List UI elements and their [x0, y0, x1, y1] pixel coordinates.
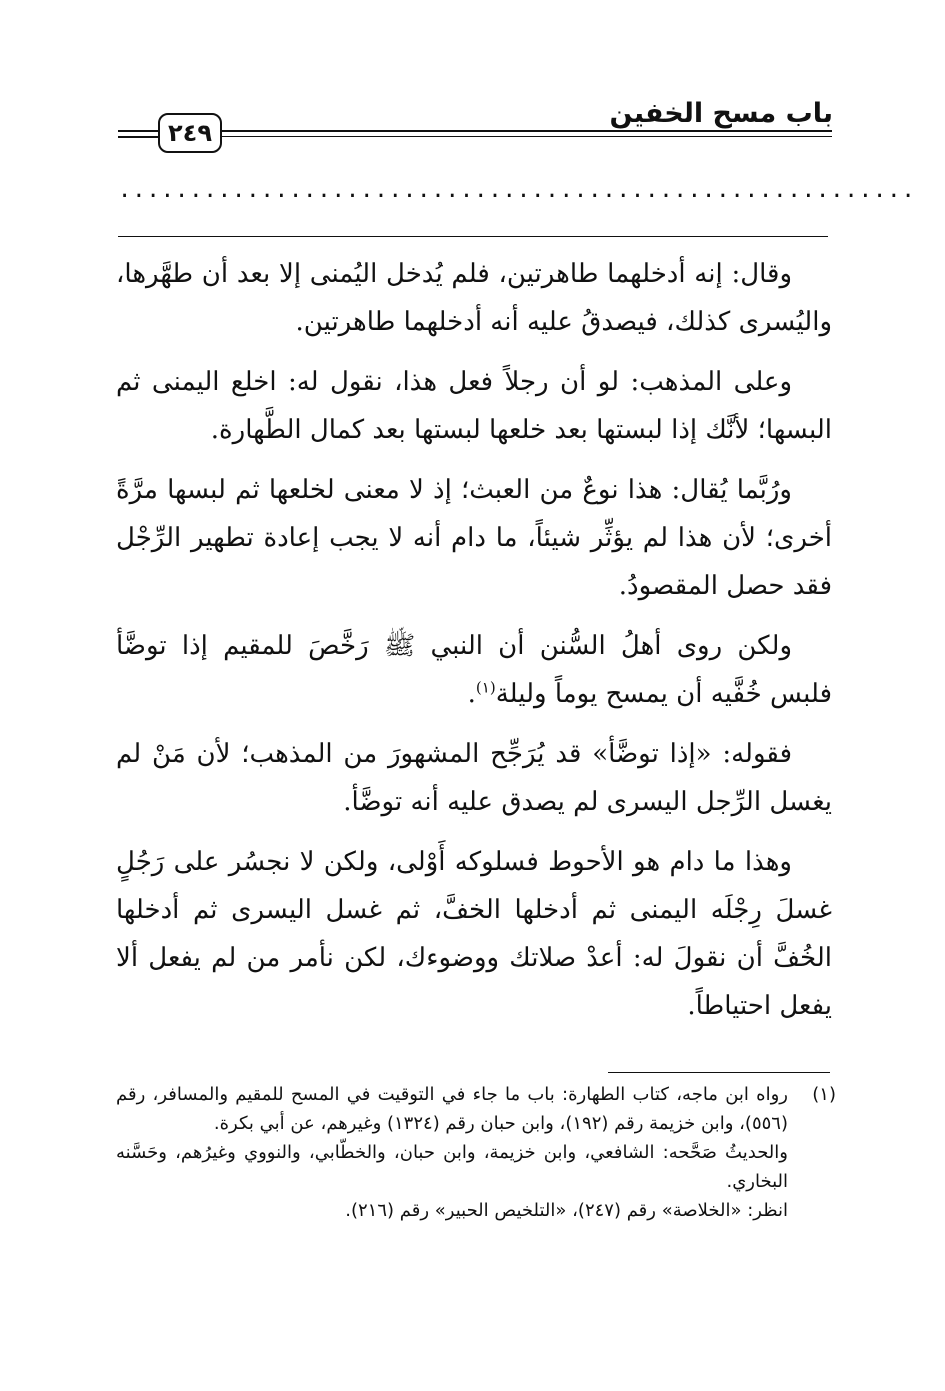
dotted-separator: ........................................................: [118, 178, 916, 203]
footnote-1: [116, 1080, 836, 1225]
paragraph-3: ورُبَّما يُقال: هذا نوعٌ من العبث؛ إذ لا معنى لخلعها ثم لبسها مرَّةً أخرى؛ لأن هذا لم يؤثِّر شيئاً، ما دام أنه لا يجب إعادة تطهير الرِّجْل فقد حصل المقصودُ.: [116, 475, 832, 601]
header-rule-left-lower: [118, 136, 158, 138]
paragraph-5: فقوله: «إذا توضَّأ» قد يُرَجِّح المشهورَ من المذهب؛ لأن مَنْ لم يغسل الرِّجل اليسرى لم يصدق عليه أنه توضَّأ.: [116, 739, 832, 817]
header-rule-right-lower: [222, 136, 832, 137]
paragraph-4-end: .: [467, 679, 476, 709]
body-top-rule: [118, 236, 828, 237]
paragraph-4-text: ولكن روى أهلُ السُّنن أن النبي ﷺ رَخَّصَ للمقيم إذا توضَّأ فلبس خُفَّيه أن يمسح يوماً وليلة: [116, 631, 832, 709]
footnote-line-3: انظر: «الخلاصة» رقم (٢٤٧)، «التلخيص الحبير» رقم (٢١٦).: [345, 1200, 788, 1221]
footnote-number: (١): [812, 1084, 836, 1105]
footnote-reference: (١): [475, 678, 496, 697]
footnote-rule: [608, 1072, 830, 1073]
paragraph-1: وقال: إنه أدخلهما طاهرتين، فلم يُدخل اليُمنى إلا بعد أن طهَّرها، واليُسرى كذلك، فيصدقُ عليه أنه أدخلهما طاهرتين.: [116, 259, 832, 337]
body-text: [116, 250, 832, 1042]
paragraph-2: وعلى المذهب: لو أن رجلاً فعل هذا، نقول له: اخلع اليمنى ثم البسها؛ لأنَّك إذا لبستها بعد خلعها لبستها بعد كمال الطَّهارة.: [116, 367, 832, 445]
header-rule-left: [118, 130, 158, 132]
page-number: ٢٤٩: [158, 113, 222, 153]
running-title: باب مسح الخفين: [609, 98, 833, 129]
footnote-line-2: والحديثُ صَحَّحه: الشافعي، وابن خزيمة، وابن حبان، والخطّابي، والنووي وغيرُهم، وحَسَّنه البخاري.: [116, 1142, 788, 1192]
paragraph-6: وهذا ما دام هو الأحوط فسلوكه أَوْلى، ولكن لا نجسُر على رَجُلٍ غسلَ رِجْلَه اليمنى ثم أدخلها الخفَّ، ثم غسل اليسرى ثم أدخلها الخُفَّ أن نقولَ له: أعدْ صلاتك ووضوءك، لكن نأمر من لم يفعل ألا يفعل احتياطاً.: [116, 847, 832, 1021]
paragraph-4: [116, 622, 832, 718]
footnotes: [116, 1080, 836, 1225]
header-rule-right: [222, 130, 832, 132]
footnote-line-1: رواه ابن ماجه، كتاب الطهارة: باب ما جاء في التوقيت في المسح للمقيم والمسافر، رقم (٥٥٦)، وابن خزيمة رقم (١٩٢)، وابن حبان رقم (١٣٢٤) وغيرهم، عن أبي بكرة.: [116, 1084, 788, 1134]
